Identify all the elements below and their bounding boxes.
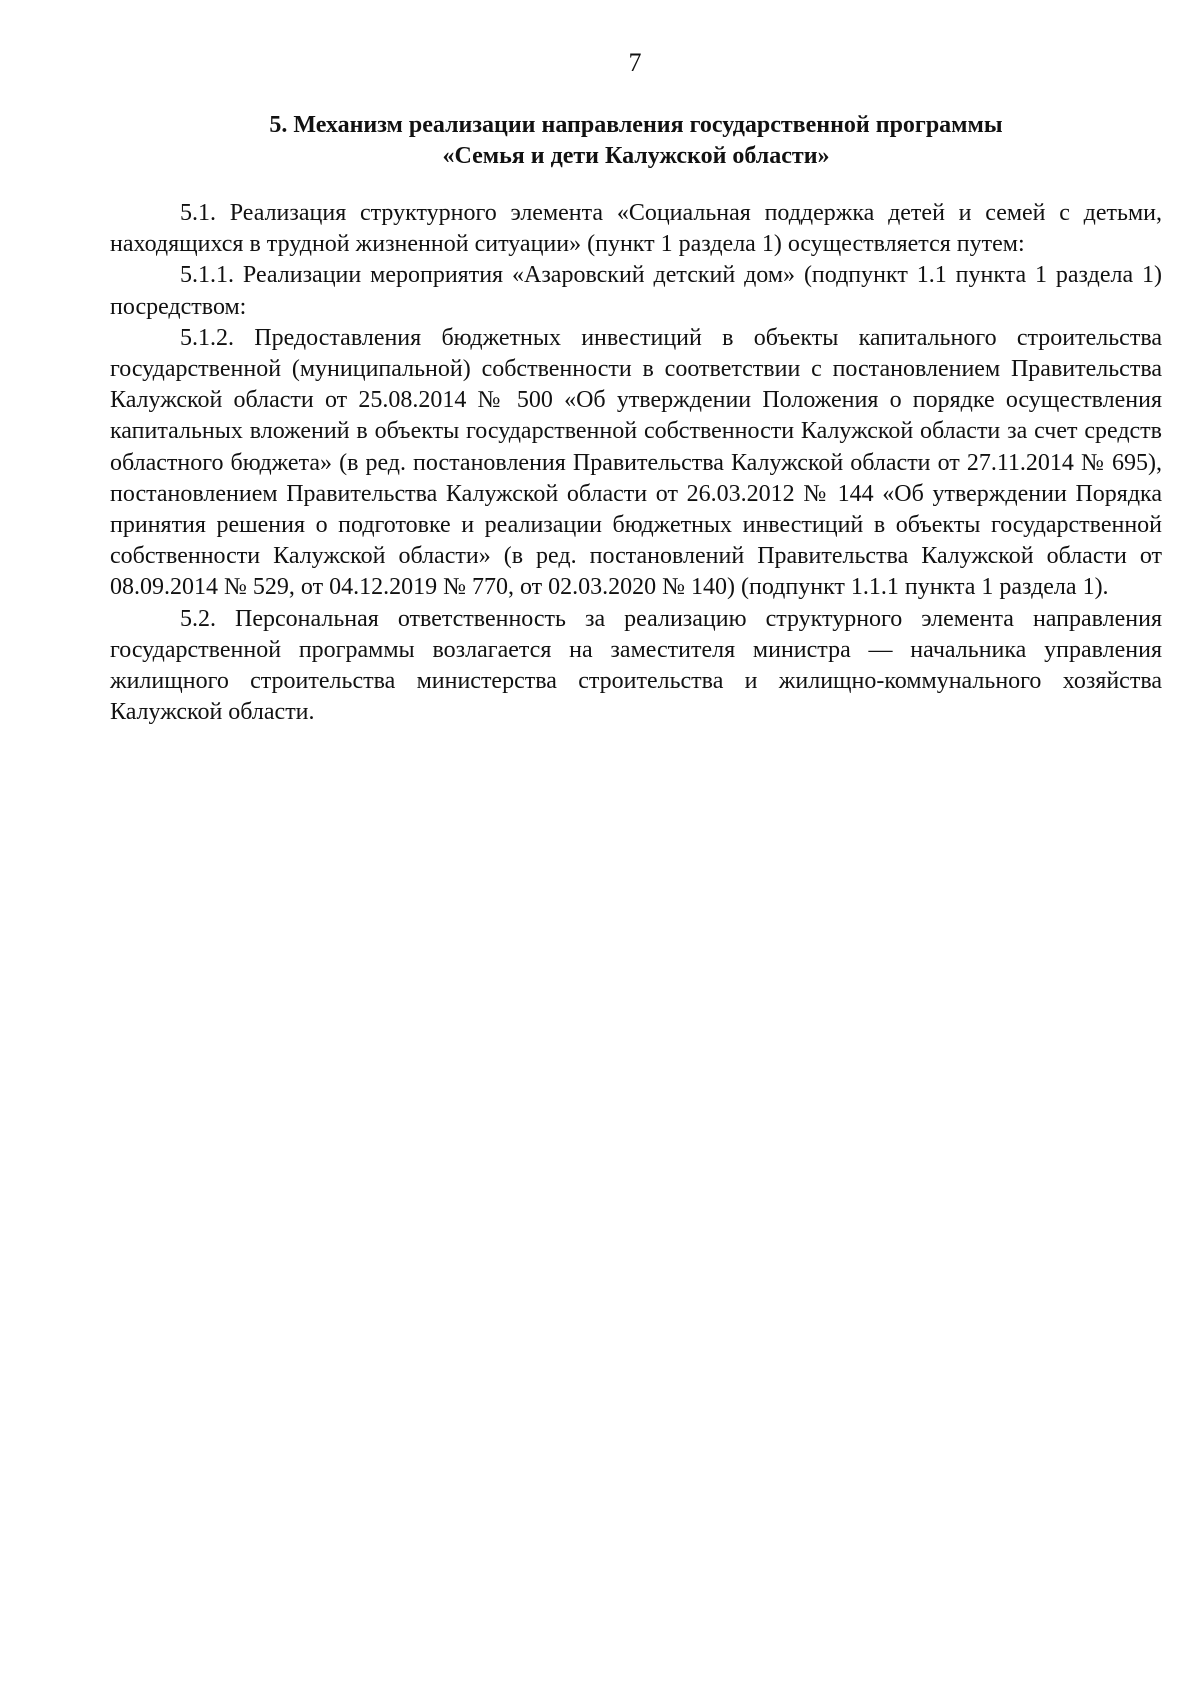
paragraph-5-1: 5.1. Реализация структурного элемента «Социальная поддержка детей и семей с детьми, находящихся в трудной жизненной ситуации» (пункт 1 раздела 1) осуществляется путем:	[110, 200, 1162, 258]
paragraph-5-1-2: 5.1.2. Предоставления бюджетных инвестиций в объекты капитального строительства государственной (муниципальной) собственности в соответствии с постановлением Правительства Калужской области от 25.08.2014 № 500 «Об утверждении Положения о порядке осуществления капитальных вложений в объекты государственной собственности Калужской области за счет средств областного бюджета» (в ред. постановления Правительства Калужской области от 27.11.2014 № 695), постановлением Правительства Калужской области от 26.03.2012 № 144 «Об утверждении Порядка принятия решения о подготовке и реализации бюджетных инвестиций в объекты государственной собственности Калужской области» (в ред. постановлений Правительства Калужской области от 08.09.2014 № 529, от 04.12.2019 № 770, от 02.03.2020 № 140) (подпункт 1.1.1 пункта 1 раздела 1).	[110, 324, 1162, 601]
page-number: 7	[628, 48, 642, 77]
paragraph-5-1-1: 5.1.1. Реализации мероприятия «Азаровский детский дом» (подпункт 1.1 пункта 1 раздела 1) посредством:	[110, 262, 1162, 320]
document-body	[110, 198, 1162, 728]
section-heading	[110, 110, 1162, 172]
section-heading-line-2: «Семья и дети Калужской области»	[442, 143, 830, 169]
paragraph-5-2: 5.2. Персональная ответственность за реализацию структурного элемента направления государственной программы возлагается на заместителя министра — начальника управления жилищного строительства министерства строительства и жилищно-коммунального хозяйства Калужской области.	[110, 605, 1162, 726]
section-heading-line-1: 5. Механизм реализации направления государственной программы	[269, 112, 1003, 138]
